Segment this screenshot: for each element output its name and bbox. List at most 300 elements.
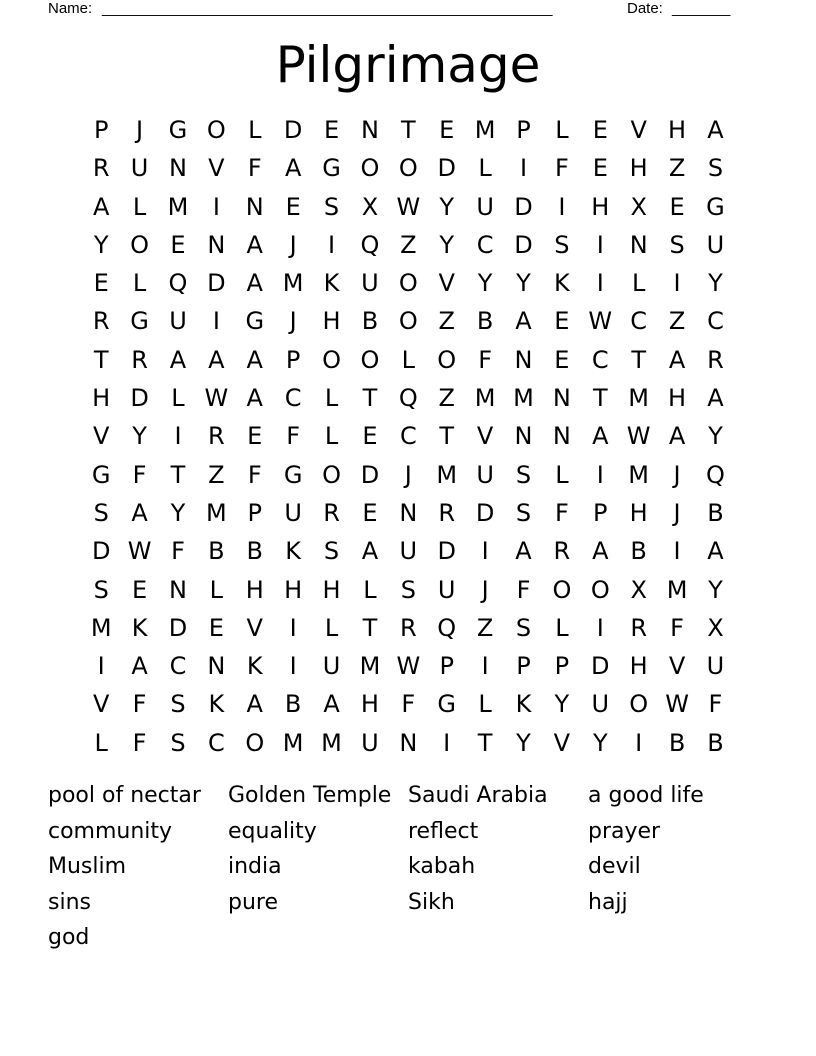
grid-letter[interactable]: L [132, 192, 147, 221]
grid-letter[interactable]: A [246, 345, 263, 374]
grid-letter[interactable]: I [289, 613, 297, 642]
grid-letter[interactable]: B [361, 307, 379, 336]
grid-letter[interactable]: I [558, 192, 566, 221]
grid-letter[interactable]: O [322, 460, 341, 489]
grid-letter[interactable]: G [130, 307, 149, 336]
grid-letter[interactable]: V [668, 652, 686, 681]
grid-letter[interactable]: I [481, 652, 489, 681]
grid-letter[interactable]: F [132, 728, 147, 757]
grid-letter[interactable]: F [132, 690, 147, 719]
word-bank-item: prayer [588, 818, 661, 844]
word-bank-item: Saudi Arabia [408, 783, 548, 808]
grid-letter[interactable]: E [592, 154, 608, 183]
grid-letter[interactable]: T [362, 384, 378, 413]
grid-letter[interactable]: R [707, 345, 724, 374]
grid-letter[interactable]: N [629, 230, 648, 259]
grid-letter[interactable]: U [476, 460, 494, 489]
grid-letter[interactable]: O [398, 269, 418, 298]
grid-letter[interactable]: G [706, 192, 725, 221]
grid-letter[interactable]: D [130, 384, 149, 413]
grid-letter[interactable]: H [591, 192, 610, 221]
grid-letter[interactable]: G [283, 460, 303, 489]
grid-letter[interactable]: A [668, 422, 686, 451]
grid-letter[interactable]: F [132, 460, 147, 489]
grid-row [82, 647, 736, 685]
grid-letter[interactable]: O [322, 345, 341, 374]
grid-letter[interactable]: M [167, 192, 189, 221]
grid-letter[interactable]: B [630, 537, 647, 566]
grid-letter[interactable]: Y [132, 422, 147, 451]
grid-letter[interactable]: C [707, 307, 724, 336]
grid-letter[interactable]: Y [516, 728, 531, 757]
grid-letter[interactable]: I [328, 230, 336, 259]
grid-letter[interactable]: A [707, 116, 724, 144]
grid-letter[interactable]: N [245, 192, 264, 221]
grid-letter[interactable]: R [630, 613, 647, 642]
grid-letter[interactable]: I [443, 728, 451, 757]
grid-letter[interactable]: G [437, 690, 457, 719]
grid-letter[interactable]: U [437, 575, 456, 604]
grid-letter[interactable]: L [555, 460, 569, 489]
grid-letter[interactable]: M [513, 384, 534, 413]
grid-letter[interactable]: A [592, 422, 609, 451]
grid-letter[interactable]: L [555, 116, 569, 144]
grid-letter[interactable]: P [439, 652, 454, 681]
grid-letter[interactable]: B [246, 537, 263, 566]
grid-letter[interactable]: O [360, 345, 380, 374]
grid-letter[interactable]: Y [477, 269, 493, 298]
grid-letter[interactable]: E [554, 307, 570, 336]
grid-letter[interactable]: N [207, 230, 226, 259]
grid-letter[interactable]: Y [708, 575, 723, 604]
grid-letter[interactable]: W [396, 192, 421, 221]
grid-letter[interactable]: R [323, 498, 340, 527]
grid-letter[interactable]: N [207, 652, 226, 681]
grid-letter[interactable]: K [208, 690, 225, 719]
grid-letter[interactable]: J [673, 460, 681, 489]
grid-letter[interactable]: H [629, 498, 648, 527]
grid-letter[interactable]: I [673, 537, 681, 566]
grid-letter[interactable]: W [665, 690, 689, 719]
grid-letter[interactable]: G [245, 307, 265, 336]
grid-letter[interactable]: T [477, 728, 493, 757]
grid-letter[interactable]: F [478, 345, 492, 374]
grid-letter[interactable]: H [245, 575, 264, 604]
grid-letter[interactable]: V [246, 613, 263, 642]
grid-letter[interactable]: V [476, 422, 494, 451]
grid-letter[interactable]: F [401, 690, 416, 719]
grid-letter[interactable]: G [322, 154, 341, 183]
grid-letter[interactable]: J [289, 307, 297, 336]
grid-letter[interactable]: L [324, 384, 339, 413]
grid-letter[interactable]: E [323, 116, 340, 144]
grid-letter[interactable]: B [208, 537, 225, 566]
grid-letter[interactable]: R [92, 154, 110, 183]
grid-letter[interactable]: S [669, 230, 685, 259]
grid-letter[interactable]: O [130, 230, 150, 259]
grid-letter[interactable]: K [246, 652, 263, 681]
grid-letter[interactable]: M [474, 384, 496, 413]
grid-letter[interactable]: S [93, 498, 109, 527]
grid-letter[interactable]: I [519, 154, 528, 183]
grid-letter[interactable]: E [132, 575, 148, 604]
grid-letter[interactable]: A [515, 307, 532, 336]
grid-letter[interactable]: A [361, 537, 379, 566]
grid-letter[interactable]: D [360, 460, 380, 489]
grid-letter[interactable]: L [171, 384, 185, 413]
grid-letter[interactable]: Q [398, 384, 418, 413]
grid-letter[interactable]: O [360, 154, 380, 183]
grid-letter[interactable]: T [93, 345, 109, 374]
grid-letter[interactable]: L [363, 575, 377, 604]
grid-letter[interactable]: K [323, 269, 340, 298]
grid-letter[interactable]: C [207, 728, 225, 757]
grid-letter[interactable]: M [474, 116, 496, 144]
grid-letter[interactable]: Y [93, 230, 109, 259]
grid-letter[interactable]: G [91, 460, 111, 489]
grid-letter[interactable]: A [668, 345, 686, 374]
grid-letter[interactable]: O [590, 575, 610, 604]
grid-letter[interactable]: E [592, 116, 608, 144]
grid-letter[interactable]: S [400, 575, 416, 604]
grid-letter[interactable]: M [90, 613, 112, 642]
grid-letter[interactable]: S [515, 613, 532, 642]
grid-letter[interactable]: U [130, 154, 149, 183]
grid-letter[interactable]: Y [170, 498, 186, 527]
grid-letter[interactable]: Z [438, 307, 455, 336]
grid-letter[interactable]: E [285, 192, 301, 221]
grid-letter[interactable]: M [321, 728, 342, 757]
grid-letter[interactable]: W [127, 537, 152, 566]
grid-letter[interactable]: V [438, 269, 455, 298]
grid-letter[interactable]: M [628, 460, 650, 489]
grid-letter[interactable]: X [707, 613, 724, 642]
grid-letter[interactable]: I [596, 460, 604, 489]
grid-letter[interactable]: S [707, 154, 724, 183]
grid-letter[interactable]: Y [592, 728, 608, 757]
grid-letter[interactable]: A [131, 652, 148, 681]
grid-letter[interactable]: O [629, 690, 649, 719]
grid-letter[interactable]: D [591, 652, 610, 681]
grid-letter[interactable]: M [359, 652, 381, 681]
grid-letter[interactable]: D [475, 498, 495, 527]
grid-letter[interactable]: P [93, 116, 109, 144]
grid-letter[interactable]: T [631, 345, 646, 374]
word-bank-item: community [48, 818, 173, 844]
grid-letter[interactable]: A [246, 384, 263, 413]
grid-letter[interactable]: P [516, 116, 531, 144]
grid-letter[interactable]: R [208, 422, 225, 451]
grid-letter[interactable]: L [132, 269, 147, 298]
grid-letter[interactable]: N [514, 345, 533, 374]
grid-letter[interactable]: V [208, 154, 225, 183]
grid-letter[interactable]: A [92, 192, 110, 221]
grid-letter[interactable]: I [596, 613, 604, 642]
grid-letter[interactable]: M [666, 575, 688, 604]
grid-letter[interactable]: Z [668, 307, 686, 336]
grid-letter[interactable]: F [286, 422, 301, 451]
grid-letter[interactable]: P [554, 652, 570, 681]
grid-letter[interactable]: S [323, 537, 340, 566]
grid-row [82, 111, 736, 149]
grid-letter[interactable]: Y [708, 269, 723, 298]
grid-letter[interactable]: P [247, 498, 262, 527]
grid-letter[interactable]: C [169, 652, 187, 681]
grid-letter[interactable]: U [476, 192, 494, 221]
grid-letter[interactable]: C [476, 230, 494, 259]
grid-letter[interactable]: C [591, 345, 609, 374]
grid-letter[interactable]: V [553, 728, 571, 757]
grid-letter[interactable]: I [212, 192, 220, 221]
grid-letter[interactable]: N [169, 575, 187, 604]
grid-letter[interactable]: A [208, 345, 225, 374]
grid-letter[interactable]: F [708, 690, 723, 719]
grid-letter[interactable]: A [515, 537, 532, 566]
grid-letter[interactable]: E [170, 230, 186, 259]
grid-letter[interactable]: P [516, 652, 531, 681]
grid-letter[interactable]: H [668, 384, 687, 413]
grid-letter[interactable]: S [93, 575, 109, 604]
grid-letter[interactable]: A [707, 384, 724, 413]
grid-letter[interactable]: F [554, 498, 569, 527]
grid-letter[interactable]: N [399, 498, 418, 527]
grid-letter[interactable]: S [323, 192, 340, 221]
grid-letter[interactable]: Q [437, 613, 457, 642]
grid-letter[interactable]: F [670, 613, 684, 642]
grid-letter[interactable]: N [552, 422, 571, 451]
grid-letter[interactable]: H [284, 575, 303, 604]
grid-letter[interactable]: W [204, 384, 229, 413]
grid-letter[interactable]: M [436, 460, 458, 489]
grid-letter[interactable]: E [93, 269, 109, 298]
grid-letter[interactable]: U [591, 690, 610, 719]
grid-letter[interactable]: T [170, 460, 186, 489]
grid-letter[interactable]: U [361, 728, 379, 757]
grid-letter[interactable]: D [437, 154, 456, 183]
grid-letter[interactable]: Z [438, 384, 455, 413]
grid-letter[interactable]: Y [439, 192, 455, 221]
grid-letter[interactable]: N [169, 154, 187, 183]
grid-letter[interactable]: N [399, 728, 418, 757]
grid-letter[interactable]: B [707, 498, 724, 527]
grid-letter[interactable]: H [322, 575, 341, 604]
grid-letter[interactable]: Y [439, 230, 455, 259]
grid-letter[interactable]: A [131, 498, 148, 527]
grid-letter[interactable]: L [324, 613, 339, 642]
grid-row [82, 188, 736, 226]
grid-letter[interactable]: N [514, 422, 533, 451]
grid-letter[interactable]: L [209, 575, 224, 604]
grid-letter[interactable]: N [360, 116, 379, 144]
grid-letter[interactable]: D [283, 116, 303, 144]
grid-letter[interactable]: O [437, 345, 457, 374]
word-bank-item: a good life [588, 783, 704, 808]
grid-letter[interactable]: U [399, 537, 418, 566]
grid-letter[interactable]: O [398, 154, 418, 183]
grid-letter[interactable]: K [515, 690, 532, 719]
grid-letter[interactable]: V [92, 690, 110, 719]
grid-letter[interactable]: E [362, 422, 378, 451]
grid-letter[interactable]: F [247, 154, 262, 183]
grid-letter[interactable]: E [669, 192, 685, 221]
grid-letter[interactable]: L [94, 728, 108, 757]
grid-letter[interactable]: H [92, 384, 111, 413]
grid-letter[interactable]: C [630, 307, 648, 336]
grid-letter[interactable]: U [169, 307, 187, 336]
grid-letter[interactable]: R [553, 537, 571, 566]
grid-letter[interactable]: S [170, 690, 186, 719]
grid-letter[interactable]: R [399, 613, 417, 642]
grid-letter[interactable]: I [212, 307, 220, 336]
grid-letter[interactable]: L [401, 345, 415, 374]
grid-letter[interactable]: D [437, 537, 456, 566]
grid-letter[interactable]: D [207, 269, 226, 298]
grid-letter[interactable]: U [706, 652, 725, 681]
grid-letter[interactable]: B [707, 728, 724, 757]
grid-letter[interactable]: K [131, 613, 148, 642]
grid-letter[interactable]: E [362, 498, 378, 527]
grid-letter[interactable]: U [706, 230, 725, 259]
grid-letter[interactable]: J [404, 460, 412, 489]
grid-letter[interactable]: B [476, 307, 494, 336]
grid-letter[interactable]: A [323, 690, 340, 719]
grid-letter[interactable]: S [515, 460, 532, 489]
grid-letter[interactable]: B [668, 728, 686, 757]
grid-letter[interactable]: H [360, 690, 379, 719]
grid-letter[interactable]: J [673, 498, 681, 527]
grid-letter[interactable]: F [171, 537, 185, 566]
grid-letter[interactable]: G [168, 116, 188, 144]
grid-letter[interactable]: C [284, 384, 302, 413]
grid-letter[interactable]: K [554, 269, 570, 298]
grid-letter[interactable]: Y [708, 422, 723, 451]
grid-letter[interactable]: I [635, 728, 643, 757]
grid-letter[interactable]: R [438, 498, 456, 527]
grid-letter[interactable]: H [668, 116, 687, 144]
grid-letter[interactable]: S [170, 728, 186, 757]
grid-letter[interactable]: R [131, 345, 148, 374]
grid-letter[interactable]: Q [168, 269, 188, 298]
grid-letter[interactable]: E [439, 116, 455, 144]
grid-letter[interactable]: Y [554, 690, 570, 719]
grid-letter[interactable]: I [289, 652, 297, 681]
grid-letter[interactable]: I [174, 422, 182, 451]
grid-letter[interactable]: X [361, 192, 379, 221]
grid-letter[interactable]: A [169, 345, 187, 374]
grid-letter[interactable]: B [284, 690, 302, 719]
grid-letter[interactable]: A [246, 269, 263, 298]
grid-letter[interactable]: T [400, 116, 416, 144]
grid-letter[interactable]: Q [706, 460, 725, 489]
grid-letter[interactable]: T [592, 384, 608, 413]
grid-letter[interactable]: X [630, 575, 647, 604]
grid-letter[interactable]: D [514, 192, 533, 221]
grid-letter[interactable]: A [246, 690, 263, 719]
grid-letter[interactable]: O [398, 307, 418, 336]
grid-letter[interactable]: U [284, 498, 302, 527]
grid-letter[interactable]: Q [360, 230, 380, 259]
grid-letter[interactable]: U [322, 652, 341, 681]
grid-letter[interactable]: H [629, 652, 648, 681]
grid-letter[interactable]: W [626, 422, 651, 451]
grid-letter[interactable]: A [284, 154, 302, 183]
grid-letter[interactable]: F [554, 154, 569, 183]
grid-letter[interactable]: W [396, 652, 421, 681]
grid-letter[interactable]: P [593, 498, 608, 527]
grid-letter[interactable]: W [588, 307, 613, 336]
grid-letter[interactable]: A [592, 537, 609, 566]
grid-letter[interactable]: Z [208, 460, 225, 489]
grid-letter[interactable]: S [515, 498, 532, 527]
grid-letter[interactable]: I [673, 269, 681, 298]
grid-letter[interactable]: M [282, 269, 304, 298]
grid-letter[interactable]: O [245, 728, 265, 757]
grid-letter[interactable]: H [629, 154, 648, 183]
grid-letter[interactable]: M [206, 498, 227, 527]
grid-letter[interactable]: V [630, 116, 647, 144]
grid-letter[interactable]: M [282, 728, 304, 757]
date-blank-line: _______ [672, 0, 731, 17]
grid-letter[interactable]: X [630, 192, 647, 221]
grid-letter[interactable]: L [555, 613, 569, 642]
grid-letter[interactable]: I [596, 269, 604, 298]
grid-letter[interactable]: D [91, 537, 111, 566]
grid-letter[interactable]: T [439, 422, 455, 451]
grid-letter[interactable]: R [92, 307, 110, 336]
grid-letter[interactable]: V [92, 422, 110, 451]
grid-letter[interactable]: C [399, 422, 417, 451]
grid-letter[interactable]: E [247, 422, 263, 451]
grid-letter[interactable]: S [554, 230, 570, 259]
grid-letter[interactable]: A [246, 230, 263, 259]
grid-letter[interactable]: H [322, 307, 341, 336]
grid-letter[interactable]: L [478, 154, 492, 183]
grid-letter[interactable]: E [554, 345, 570, 374]
grid-row [82, 609, 736, 647]
grid-letter[interactable]: O [206, 116, 226, 144]
grid-letter[interactable]: E [208, 613, 224, 642]
word-bank-item: god [48, 925, 90, 951]
grid-letter[interactable]: D [168, 613, 188, 642]
grid-letter[interactable]: J [481, 575, 489, 604]
grid-letter[interactable]: D [514, 230, 533, 259]
grid-letter[interactable]: J [289, 230, 297, 259]
grid-letter[interactable]: I [596, 230, 604, 259]
grid-letter[interactable]: L [631, 269, 646, 298]
grid-letter[interactable]: L [324, 422, 339, 451]
grid-letter[interactable]: Z [668, 154, 686, 183]
grid-letter[interactable]: I [481, 537, 489, 566]
grid-row [82, 571, 736, 609]
grid-letter[interactable]: N [552, 384, 571, 413]
grid-letter[interactable]: Z [476, 613, 494, 642]
grid-letter[interactable]: I [97, 652, 105, 681]
grid-letter[interactable]: U [361, 269, 379, 298]
grid-letter[interactable]: T [362, 613, 378, 642]
grid-letter[interactable]: L [248, 116, 262, 144]
grid-letter[interactable]: F [247, 460, 262, 489]
grid-letter[interactable]: M [628, 384, 650, 413]
grid-letter[interactable]: O [552, 575, 572, 604]
grid-letter[interactable]: A [707, 537, 724, 566]
grid-letter[interactable]: L [478, 690, 492, 719]
grid-letter[interactable]: P [285, 345, 301, 374]
grid-letter[interactable]: F [516, 575, 531, 604]
grid-letter[interactable]: Z [400, 230, 417, 259]
grid-letter[interactable]: J [136, 116, 144, 144]
grid-letter[interactable]: K [285, 537, 302, 566]
grid-letter[interactable]: Y [516, 269, 531, 298]
